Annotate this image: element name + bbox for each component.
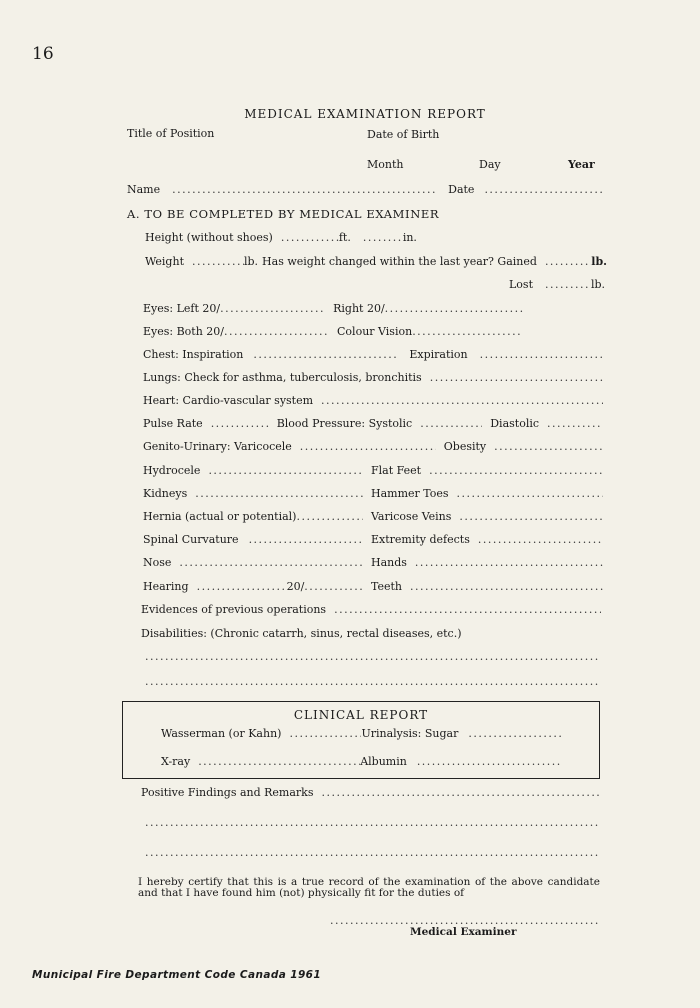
eyes-both-label: Eyes: Both 20/ (143, 325, 225, 338)
colour-vision-field[interactable] (412, 325, 523, 338)
hearing-field-left[interactable] (197, 580, 287, 593)
systolic-field[interactable] (420, 417, 482, 430)
sugar-field[interactable] (468, 727, 561, 740)
name-label: Name (127, 183, 161, 196)
lost-lb-label: lb. (590, 278, 605, 291)
eyes-both-field[interactable] (224, 325, 329, 338)
xray-row (161, 755, 561, 771)
lungs-label: Lungs: Check for asthma, tuberculosis, bronchitis (143, 371, 422, 384)
hearing-20-label: 20/ (286, 580, 305, 593)
pulse-bp-row (143, 417, 603, 433)
previous-ops-row (141, 603, 601, 619)
hearing-row (143, 580, 603, 596)
inspiration-field[interactable] (253, 348, 399, 361)
height-ft-field[interactable] (281, 231, 339, 244)
expiration-label: Expiration (409, 348, 468, 361)
xray-label: X-ray (161, 755, 191, 768)
eyes-right-field[interactable] (385, 302, 523, 315)
obesity-field[interactable] (494, 440, 603, 453)
wasserman-label: Wasserman (or Kahn) (161, 727, 282, 740)
heart-field[interactable] (321, 394, 603, 407)
weight-field[interactable] (192, 255, 244, 268)
obesity-label: Obesity (443, 440, 487, 453)
spinal-field[interactable] (249, 533, 363, 546)
ft-label: ft. (338, 231, 351, 244)
disabilities-label: Disabilities: (Chronic catarrh, sinus, rectal diseases, etc.) (141, 627, 462, 640)
heart-row (143, 394, 603, 410)
name-field[interactable] (172, 183, 438, 196)
remarks-label: Positive Findings and Remarks (141, 786, 314, 799)
date-of-birth-label: Date of Birth (367, 128, 440, 141)
disabilities-field-1[interactable] (145, 650, 600, 663)
title-of-position-label: Title of Position (127, 127, 215, 140)
lost-label: Lost (509, 278, 533, 291)
nose-row (143, 556, 603, 572)
kidneys-field[interactable] (195, 487, 363, 500)
weight-change-label: Has weight changed within the last year? Gained (262, 255, 537, 268)
eyes-left-field[interactable] (220, 302, 325, 315)
month-label: Month (367, 158, 404, 171)
flat-feet-label: Flat Feet (371, 464, 422, 477)
chest-label: Chest: Inspiration (143, 348, 244, 361)
kidneys-row (143, 487, 603, 503)
pulse-field[interactable] (211, 417, 269, 430)
nose-field[interactable] (179, 556, 363, 569)
varicose-label: Varicose Veins (371, 510, 452, 523)
eyes-both-row (143, 325, 523, 341)
hydrocele-field[interactable] (208, 464, 363, 477)
flat-feet-field[interactable] (429, 464, 603, 477)
lost-row (509, 278, 605, 294)
chest-row (143, 348, 603, 364)
kidneys-cell (143, 487, 363, 500)
medical-examiner-label: Medical Examiner (410, 926, 517, 938)
weight-row (145, 255, 607, 271)
expiration-field[interactable] (480, 348, 603, 361)
remarks-field-3[interactable] (145, 846, 600, 859)
clinical-report-box (122, 701, 600, 779)
diastolic-label: Diastolic (490, 417, 540, 430)
hernia-row (143, 510, 603, 526)
hernia-label: Hernia (actual or potential) (143, 510, 297, 523)
hands-field[interactable] (415, 556, 603, 569)
spinal-label: Spinal Curvature (143, 533, 239, 546)
hydrocele-cell (143, 464, 363, 477)
xray-field[interactable] (198, 755, 360, 768)
footer-text: Municipal Fire Department Code Canada 1961 (32, 969, 322, 981)
wasserman-row (161, 727, 561, 743)
previous-ops-label: Evidences of previous operations (141, 603, 327, 616)
extremity-label: Extremity defects (371, 533, 470, 546)
lungs-field[interactable] (430, 371, 603, 384)
gained-field[interactable] (545, 255, 591, 268)
lb-label: lb. (243, 255, 259, 268)
year-label: Year (568, 158, 595, 171)
albumin-field[interactable] (417, 755, 561, 768)
teeth-label: Teeth (371, 580, 403, 593)
eyes-row (143, 302, 523, 318)
hydrocele-label: Hydrocele (143, 464, 201, 477)
section-a-heading: A. TO BE COMPLETED BY MEDICAL EXAMINER (127, 207, 440, 221)
certification-text: I hereby certify that this is a true record of the examination of the above candidate and that I have found him (not) physically fit for the duties of (138, 876, 600, 899)
diastolic-field[interactable] (547, 417, 603, 430)
disabilities-line-2 (145, 675, 600, 691)
hernia-field[interactable] (296, 510, 363, 523)
albumin-label: Albumin (360, 755, 407, 768)
eyes-right-label: Right 20/ (333, 302, 385, 315)
height-in-field[interactable] (363, 231, 403, 244)
hernia-cell (143, 510, 363, 523)
spinal-cell (143, 533, 363, 546)
gained-lb-label: lb. (591, 255, 607, 268)
date-field[interactable] (484, 183, 605, 196)
height-label: Height (without shoes) (145, 231, 273, 244)
lungs-row (143, 371, 603, 387)
remarks-line-2 (145, 816, 600, 832)
wasserman-field[interactable] (289, 727, 361, 740)
hammer-toes-field[interactable] (457, 487, 603, 500)
hearing-label: Hearing (143, 580, 189, 593)
urinalysis-label: Urinalysis: Sugar (361, 727, 459, 740)
varicocele-field[interactable] (300, 440, 436, 453)
hearing-cell (143, 580, 363, 593)
heart-label: Heart: Cardio-vascular system (143, 394, 314, 407)
remarks-line-3 (145, 846, 600, 862)
disabilities-field-2[interactable] (145, 675, 600, 688)
height-row (145, 231, 445, 247)
hammer-toes-label: Hammer Toes (371, 487, 449, 500)
disabilities-line-1 (145, 650, 600, 666)
genito-label: Genito-Urinary: Varicocele (143, 440, 292, 453)
extremity-field[interactable] (478, 533, 603, 546)
kidneys-label: Kidneys (143, 487, 188, 500)
page-number: 16 (32, 44, 54, 64)
bp-systolic-label: Blood Pressure: Systolic (276, 417, 413, 430)
nose-label: Nose (143, 556, 172, 569)
hydrocele-row (143, 464, 603, 480)
remarks-field[interactable] (322, 786, 602, 799)
spinal-row (143, 533, 603, 549)
remarks-field-2[interactable] (145, 816, 600, 829)
eyes-left-label: Eyes: Left 20/ (143, 302, 221, 315)
clinical-report-title: CLINICAL REPORT (293, 708, 429, 722)
lost-field[interactable] (545, 278, 591, 291)
varicose-field[interactable] (459, 510, 603, 523)
date-label: Date (448, 183, 475, 196)
day-label: Day (479, 158, 501, 171)
hands-label: Hands (371, 556, 407, 569)
remarks-row (141, 786, 601, 802)
nose-cell (143, 556, 363, 569)
hearing-field-right[interactable] (304, 580, 363, 593)
weight-label: Weight (145, 255, 184, 268)
genito-row (143, 440, 603, 456)
teeth-field[interactable] (410, 580, 603, 593)
previous-ops-field[interactable] (334, 603, 601, 616)
report-title: MEDICAL EXAMINATION REPORT (244, 107, 486, 121)
in-label: in. (402, 231, 417, 244)
name-date-row (127, 183, 605, 199)
colour-vision-label: Colour Vision (337, 325, 413, 338)
pulse-label: Pulse Rate (143, 417, 203, 430)
